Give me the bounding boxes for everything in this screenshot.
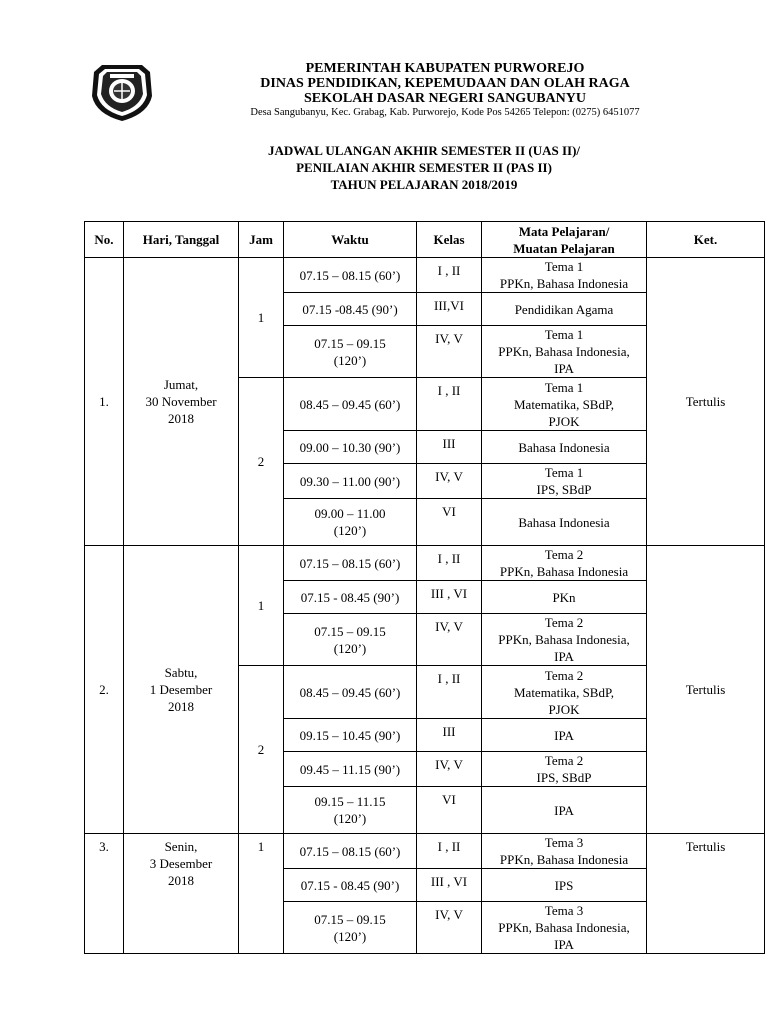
mapel-cell — [482, 719, 647, 752]
waktu-line-2: (120’) — [333, 352, 367, 368]
kelas-cell: I , II — [417, 666, 482, 719]
mapel-line: Tema 2 — [544, 615, 584, 630]
day-number: 1. — [85, 258, 124, 546]
schedule-body — [85, 258, 765, 954]
day-date — [124, 546, 239, 834]
day-date-text: 3 Desember — [149, 856, 213, 871]
day-date-text: 30 November — [145, 394, 217, 409]
day-date — [124, 258, 239, 546]
kelas-cell: III — [417, 431, 482, 464]
header-ket: Ket. — [647, 222, 765, 258]
ket-cell: Tertulis — [647, 258, 765, 546]
waktu-line-1: 09.00 – 10.30 (90’) — [299, 439, 401, 455]
letterhead-address: Desa Sangubanyu, Kec. Grabag, Kab. Purworejo, Kode Pos 54265 Telepon: (0275) 6451077 — [250, 107, 640, 118]
mapel-line: IPA — [554, 802, 574, 818]
day-year: 2018 — [168, 411, 194, 426]
day-name: Jumat, — [163, 377, 199, 392]
mapel-line: Tema 1 — [544, 259, 584, 274]
waktu-cell — [284, 464, 417, 499]
mapel-line: Bahasa Indonesia — [518, 514, 610, 530]
mapel-line: Tema 3 — [544, 903, 584, 918]
jam-number: 2 — [239, 378, 284, 546]
waktu-line-1: 07.15 – 09.15 — [314, 911, 386, 927]
ket-cell: Tertulis — [647, 834, 765, 954]
waktu-line-1: 07.15 - 08.45 (90’) — [300, 877, 400, 893]
table-row — [85, 258, 765, 293]
mapel-line: PJOK — [548, 413, 580, 429]
jam-number: 1 — [239, 834, 284, 954]
waktu-cell — [284, 902, 417, 954]
mapel-line: Tema 2 — [544, 547, 584, 562]
kelas-cell: VI — [417, 787, 482, 834]
mapel-cell — [482, 869, 647, 902]
mapel-line: IPA — [554, 937, 574, 952]
kelas-cell: IV, V — [417, 752, 482, 787]
day-date-text: 1 Desember — [149, 682, 213, 697]
table-row — [85, 546, 765, 581]
letterhead-line-2: DINAS PENDIDIKAN, KEPEMUDAAN DAN OLAH RAGA — [260, 76, 630, 91]
title-line-1: JADWAL ULANGAN AKHIR SEMESTER II (UAS II)/ — [267, 143, 581, 158]
mapel-line: Tema 2 — [544, 753, 584, 768]
mapel-line: Bahasa Indonesia — [518, 439, 610, 455]
mapel-line: Matematika, SBdP, — [513, 396, 615, 412]
mapel-line: Tema 1 — [544, 465, 584, 480]
mapel-cell — [482, 752, 647, 787]
kelas-cell: IV, V — [417, 902, 482, 954]
kelas-cell: I , II — [417, 378, 482, 431]
header-jam: Jam — [239, 222, 284, 258]
mapel-line: IPA — [554, 649, 574, 664]
mapel-cell — [482, 546, 647, 581]
day-number: 2. — [85, 546, 124, 834]
waktu-cell — [284, 614, 417, 666]
waktu-line-1: 07.15 – 09.15 — [314, 623, 386, 639]
waktu-cell — [284, 378, 417, 431]
mapel-line: PPKn, Bahasa Indonesia — [499, 852, 629, 867]
mapel-line: Tema 1 — [544, 327, 584, 342]
mapel-cell — [482, 787, 647, 834]
mapel-cell — [482, 666, 647, 719]
header-kelas: Kelas — [417, 222, 482, 258]
day-date — [124, 834, 239, 954]
header-waktu: Waktu — [284, 222, 417, 258]
waktu-cell — [284, 431, 417, 464]
day-name: Senin, — [164, 839, 198, 854]
kelas-cell: III,VI — [417, 293, 482, 326]
mapel-line: Tema 2 — [544, 667, 584, 683]
waktu-line-1: 07.15 – 09.15 — [314, 335, 386, 351]
jam-number: 1 — [239, 258, 284, 378]
mapel-line: Tema 1 — [544, 379, 584, 395]
mapel-cell — [482, 902, 647, 954]
letterhead-line-3: SEKOLAH DASAR NEGERI SANGUBANYU — [304, 91, 586, 106]
kelas-cell: III , VI — [417, 581, 482, 614]
title-line-3: TAHUN PELAJARAN 2018/2019 — [330, 177, 518, 192]
waktu-cell — [284, 787, 417, 834]
mapel-line: IPS, SBdP — [536, 482, 592, 497]
waktu-line-1: 08.45 – 09.45 (60’) — [299, 684, 401, 700]
table-header-row — [85, 222, 765, 258]
mapel-line: IPS, SBdP — [536, 770, 592, 785]
mapel-cell — [482, 326, 647, 378]
kelas-cell: III , VI — [417, 869, 482, 902]
mapel-line: IPA — [554, 361, 574, 376]
waktu-cell — [284, 752, 417, 787]
mapel-line: PPKn, Bahasa Indonesia, — [498, 632, 630, 647]
waktu-cell — [284, 499, 417, 546]
waktu-line-1: 08.45 – 09.45 (60’) — [299, 396, 401, 412]
mapel-line: PJOK — [548, 701, 580, 717]
day-year: 2018 — [168, 699, 194, 714]
waktu-cell — [284, 719, 417, 752]
waktu-line-1: 07.15 -08.45 (90’) — [302, 301, 398, 317]
kelas-cell: I , II — [417, 834, 482, 869]
mapel-line: Tema 3 — [544, 835, 584, 850]
waktu-line-1: 07.15 – 08.15 (60’) — [299, 843, 401, 859]
mapel-line: IPA — [554, 727, 574, 743]
jam-number: 2 — [239, 666, 284, 834]
waktu-line-1: 09.15 – 11.15 — [314, 794, 386, 809]
kelas-cell: III — [417, 719, 482, 752]
waktu-cell — [284, 293, 417, 326]
waktu-cell — [284, 666, 417, 719]
letterhead — [175, 61, 715, 120]
waktu-line-1: 09.45 – 11.15 (90’) — [299, 761, 401, 777]
mapel-cell — [482, 431, 647, 464]
mapel-line: PKn — [552, 589, 576, 605]
waktu-line-1: 09.30 – 11.00 (90’) — [299, 473, 401, 489]
waktu-line-1: 07.15 - 08.45 (90’) — [300, 589, 400, 605]
header-mata-pelajaran — [482, 222, 647, 258]
mapel-line: PPKn, Bahasa Indonesia, — [498, 344, 630, 359]
header-hari-tanggal: Hari, Tanggal — [124, 222, 239, 258]
waktu-cell — [284, 258, 417, 293]
mapel-line: Pendidikan Agama — [514, 301, 614, 317]
kabupaten-seal-logo — [88, 62, 156, 122]
waktu-cell — [284, 869, 417, 902]
kelas-cell: I , II — [417, 546, 482, 581]
waktu-line-1: 07.15 – 08.15 (60’) — [299, 555, 401, 571]
waktu-line-2: (120’) — [333, 640, 367, 656]
schedule-table — [84, 221, 765, 954]
mapel-line: IPS — [554, 877, 574, 893]
header-mapel-line-2: Muatan Pelajaran — [513, 240, 615, 256]
mapel-cell — [482, 614, 647, 666]
day-name: Sabtu, — [164, 665, 198, 680]
mapel-line: PPKn, Bahasa Indonesia — [499, 276, 629, 291]
kelas-cell: I , II — [417, 258, 482, 293]
waktu-line-1: 09.15 – 10.45 (90’) — [299, 727, 401, 743]
letterhead-line-1: PEMERINTAH KABUPATEN PURWOREJO — [305, 61, 585, 76]
waktu-line-2: (120’) — [333, 523, 367, 538]
kelas-cell: VI — [417, 499, 482, 546]
mapel-cell — [482, 499, 647, 546]
day-year: 2018 — [168, 873, 194, 888]
kelas-cell: IV, V — [417, 464, 482, 499]
waktu-line-2: (120’) — [333, 928, 367, 944]
waktu-line-1: 09.00 – 11.00 — [314, 506, 386, 521]
mapel-cell — [482, 834, 647, 869]
mapel-cell — [482, 581, 647, 614]
header-mapel-line-1: Mata Pelajaran/ — [518, 223, 610, 239]
jam-number: 1 — [239, 546, 284, 666]
waktu-cell — [284, 581, 417, 614]
mapel-line: PPKn, Bahasa Indonesia, — [498, 920, 630, 935]
mapel-cell — [482, 378, 647, 431]
waktu-line-1: 07.15 – 08.15 (60’) — [299, 267, 401, 283]
header-no: No. — [85, 222, 124, 258]
document-title — [84, 142, 764, 193]
kelas-cell: IV, V — [417, 326, 482, 378]
waktu-cell — [284, 834, 417, 869]
mapel-line: Matematika, SBdP, — [513, 684, 615, 700]
mapel-cell — [482, 258, 647, 293]
ket-cell: Tertulis — [647, 546, 765, 834]
title-line-2: PENILAIAN AKHIR SEMESTER II (PAS II) — [296, 160, 552, 175]
mapel-cell — [482, 464, 647, 499]
table-row — [85, 834, 765, 869]
waktu-cell — [284, 326, 417, 378]
mapel-cell — [482, 293, 647, 326]
kelas-cell: IV, V — [417, 614, 482, 666]
mapel-line: PPKn, Bahasa Indonesia — [499, 564, 629, 579]
waktu-cell — [284, 546, 417, 581]
waktu-line-2: (120’) — [333, 811, 367, 826]
day-number: 3. — [85, 834, 124, 954]
